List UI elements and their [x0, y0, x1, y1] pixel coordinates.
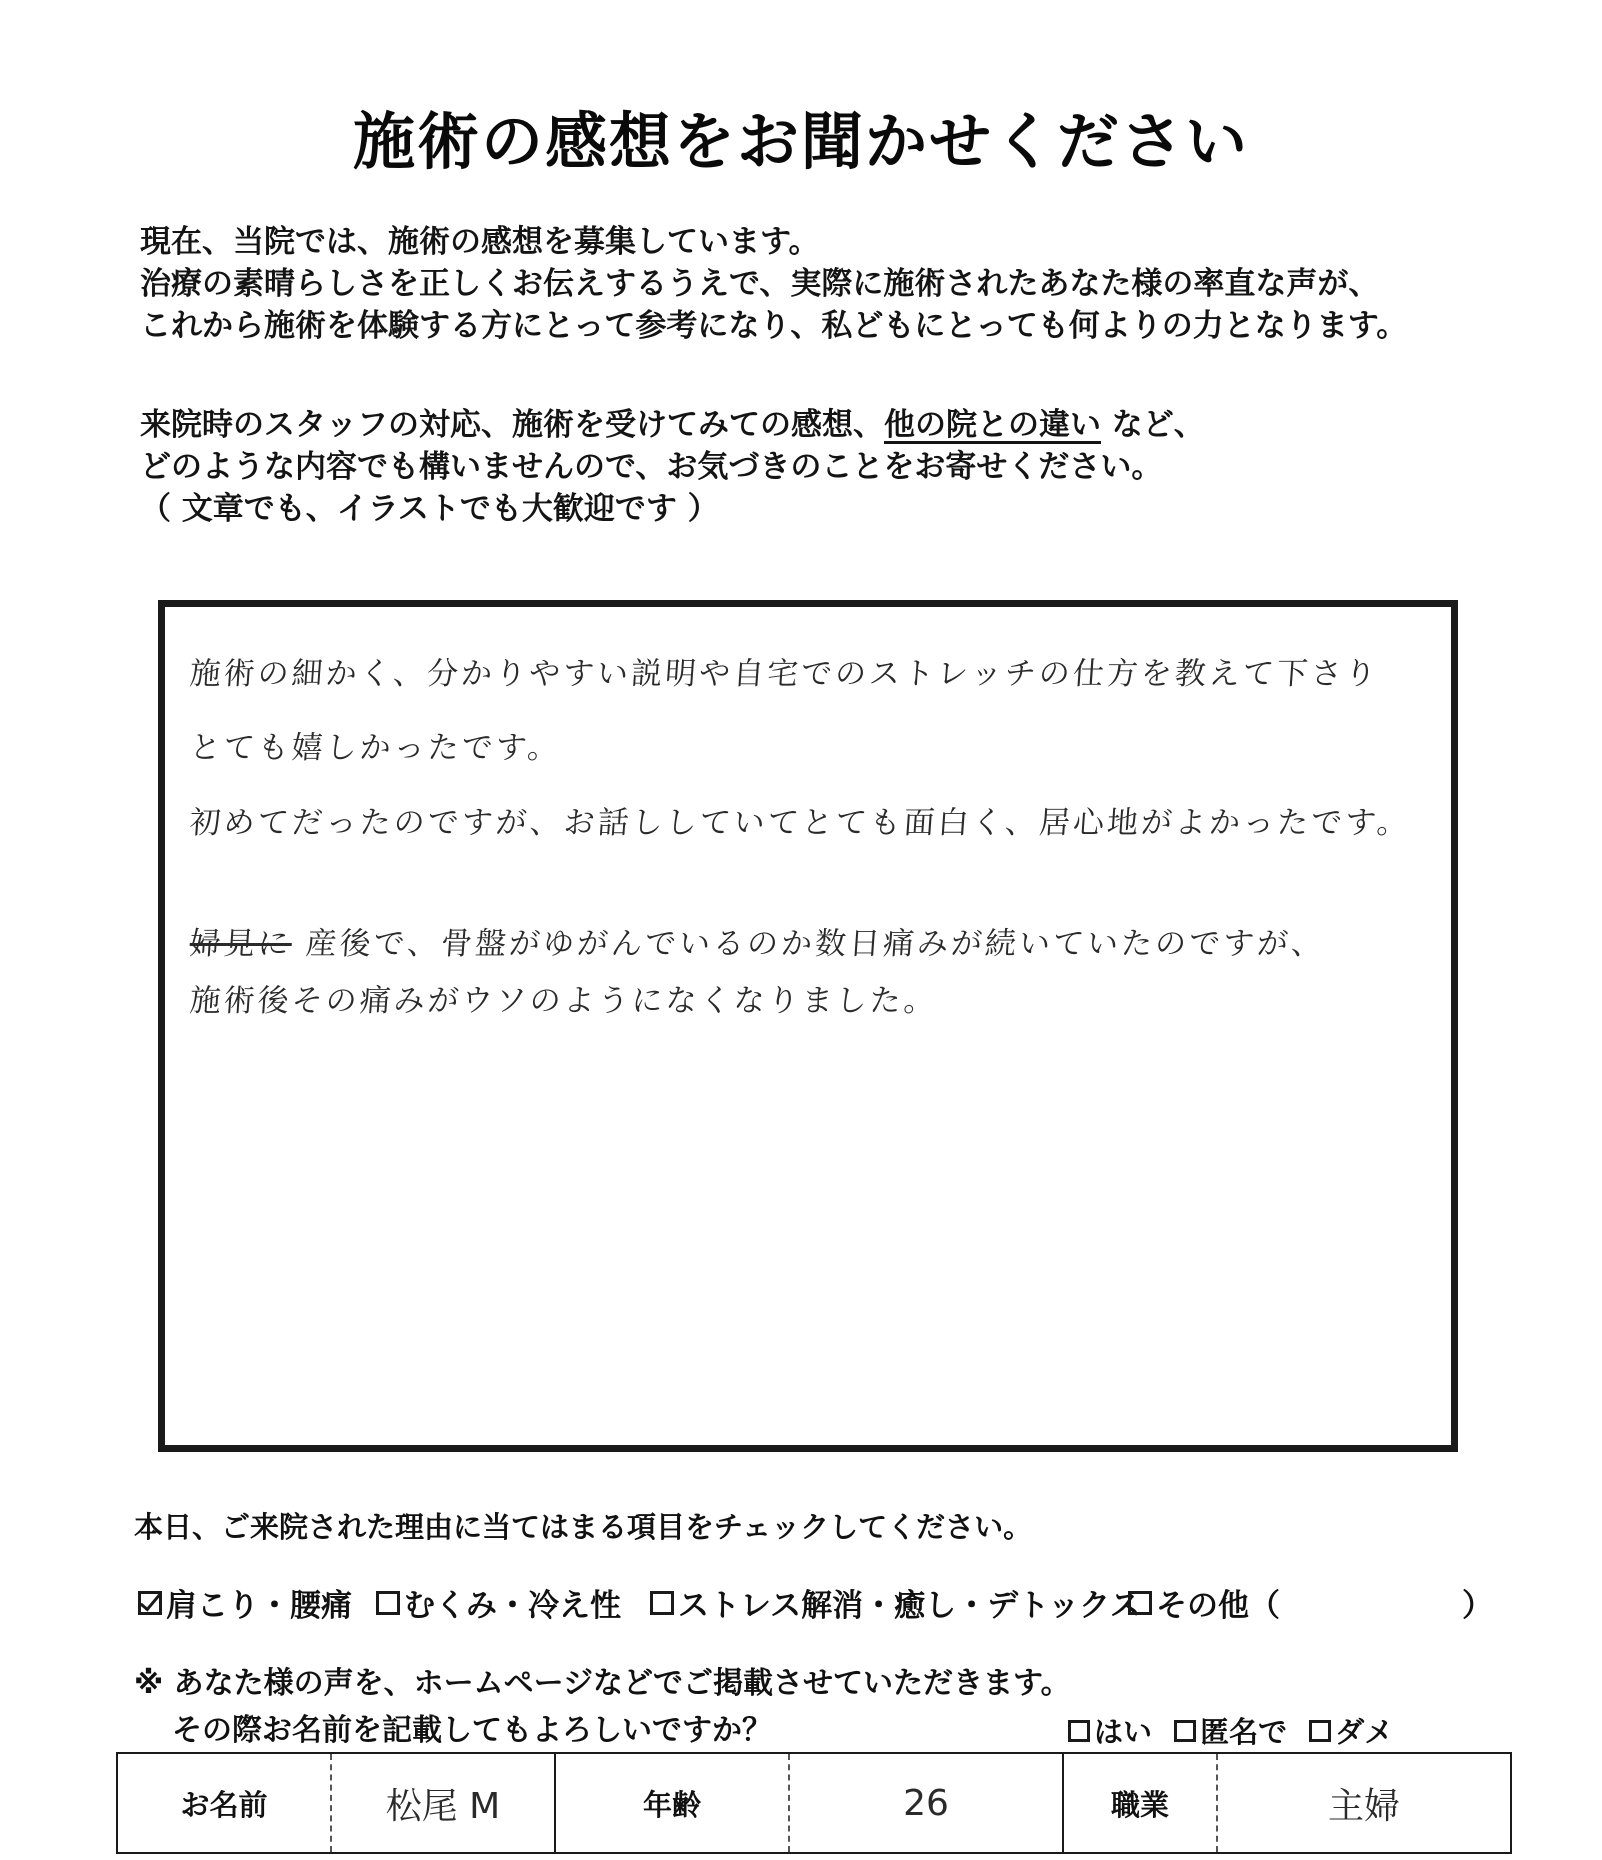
reason-option-label: その他（ — [1156, 1588, 1280, 1624]
consent-option-yes[interactable] — [1068, 1710, 1152, 1751]
intro-line: 治療の素晴らしさを正しくお伝えするうえで、実際に施術されたあなた様の率直な声が、 — [140, 266, 1380, 302]
info-table — [116, 1752, 1512, 1854]
consent-options — [1068, 1710, 1405, 1751]
intro-line: どのような内容でも構いませんので、お気づきのことをお寄せください。 — [140, 449, 1163, 485]
intro-underlined-text: 他の院との違い — [884, 407, 1101, 443]
checkbox-icon[interactable] — [650, 1591, 674, 1615]
consent-option-label: 匿名で — [1200, 1715, 1288, 1749]
checkbox-icon[interactable] — [376, 1591, 400, 1615]
intro-text: など、 — [1101, 407, 1205, 443]
consent-option-label: はい — [1094, 1715, 1153, 1749]
struck-text: 婦見に — [188, 926, 294, 962]
table-row — [117, 1753, 1511, 1853]
reason-option-other[interactable] — [1128, 1580, 1280, 1625]
consent-option-label: ダメ — [1335, 1715, 1394, 1749]
checkbox-checked-icon[interactable] — [138, 1591, 162, 1615]
intro-text: 来院時のスタッフの対応、施術を受けてみての感想、 — [140, 407, 884, 443]
page-title: 施術の感想をお聞かせください — [352, 105, 1249, 178]
comment-line: とても嬉しかったです。 — [188, 730, 563, 766]
name-label: お名前 — [117, 1753, 331, 1853]
intro-paragraph-1 — [140, 222, 1540, 348]
publish-question: その際お名前を記載してもよろしいですか？ — [172, 1713, 772, 1748]
reason-option-label: 肩こり・腰痛 — [166, 1588, 352, 1624]
age-value[interactable]: 26 — [789, 1753, 1063, 1853]
comment-line — [188, 918, 1327, 963]
reason-question: 本日、ご来院された理由に当てはまる項目をチェックしてください。 — [134, 1510, 1033, 1544]
checkbox-icon[interactable] — [1174, 1720, 1196, 1742]
comment-line: 初めてだったのですが、お話ししていてとても面白く、居心地がよかったです。 — [188, 805, 1412, 841]
publish-note: ※ あなた様の声を、ホームページなどでご掲載させていただきます。 — [134, 1666, 1071, 1701]
comment-text: 産後で、骨盤がゆがんでいるのか数日痛みが続いていたのですが、 — [304, 926, 1327, 962]
intro-line: 現在、当院では、施術の感想を募集しています。 — [140, 224, 820, 260]
reason-option-swelling[interactable] — [376, 1580, 621, 1625]
intro-line — [140, 405, 1540, 447]
other-close-paren: ） — [1462, 1588, 1493, 1624]
checkbox-icon[interactable] — [1309, 1720, 1331, 1742]
reason-option-shoulder[interactable] — [138, 1580, 352, 1625]
job-label: 職業 — [1063, 1753, 1217, 1853]
consent-option-no[interactable] — [1309, 1710, 1393, 1751]
name-value[interactable]: 松尾 M — [331, 1753, 555, 1853]
reason-option-stress[interactable] — [650, 1580, 1141, 1625]
reason-option-label: ストレス解消・癒し・デトックス — [678, 1588, 1141, 1624]
comment-line: 施術の細かく、分かりやすい説明や自宅でのストレッチの仕方を教えて下さり — [188, 656, 1381, 692]
consent-option-anonymous[interactable] — [1174, 1710, 1287, 1751]
age-label: 年齢 — [555, 1753, 789, 1853]
comment-line: 施術後その痛みがウソのようになくなりました。 — [188, 983, 940, 1019]
checkbox-icon[interactable] — [1068, 1720, 1090, 1742]
reason-option-label: むくみ・冷え性 — [404, 1588, 621, 1624]
intro-line: これから施術を体験する方にとって参考になり、私どもにとっても何よりの力となります。 — [140, 308, 1408, 344]
checkbox-icon[interactable] — [1128, 1591, 1152, 1615]
intro-paragraph-2 — [140, 405, 1540, 531]
intro-line: （ 文章でも、イラストでも大歓迎です ） — [140, 491, 719, 527]
job-value[interactable]: 主婦 — [1217, 1753, 1511, 1853]
